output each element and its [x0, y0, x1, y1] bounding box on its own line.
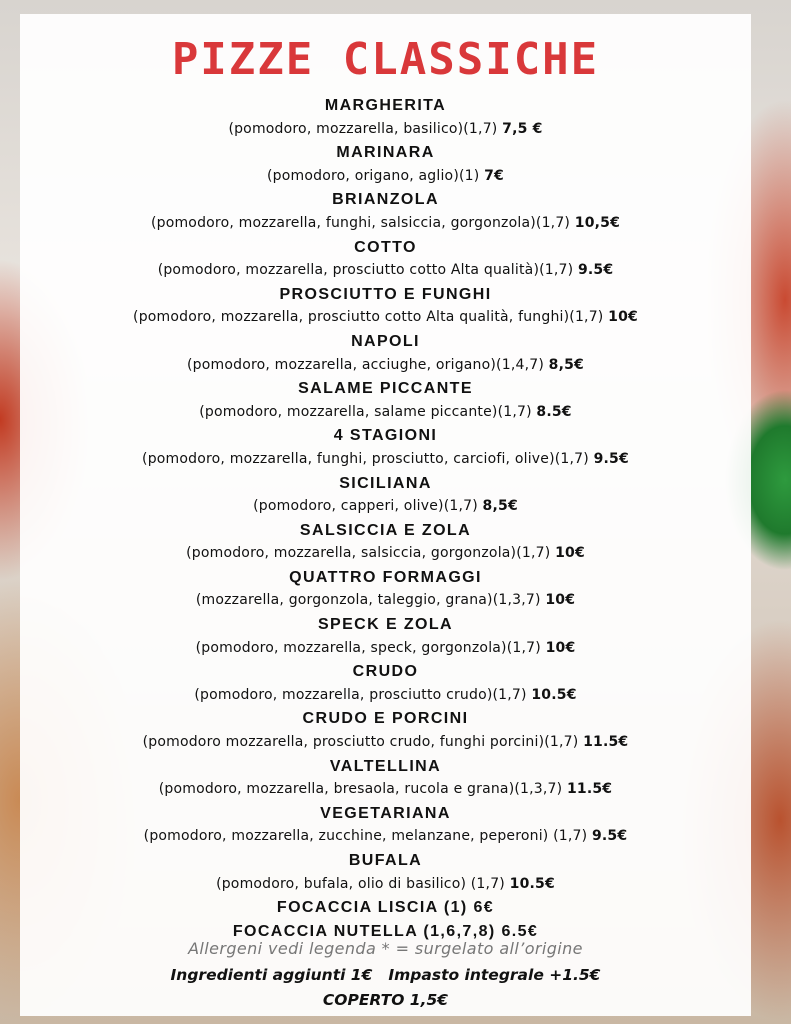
menu-item: [20, 236, 751, 283]
pizza-description: [20, 778, 751, 802]
ingredients: (pomodoro, mozzarella, prosciutto cotto Alta qualità)(1,7): [157, 262, 578, 279]
ingredients: (pomodoro, mozzarella, zucchine, melanzane, peperoni) (1,7): [143, 828, 592, 845]
added-ingredients-note: Ingredienti aggiunti 1€: [170, 966, 373, 984]
ingredients: (pomodoro, bufala, olio di basilico) (1,7): [216, 875, 510, 892]
price: 11.5€: [583, 734, 629, 751]
allergens-note: Allergeni vedi legenda * = surgelato all’origine: [188, 939, 583, 958]
pizza-description: [20, 448, 751, 472]
menu-item: [20, 802, 751, 849]
pizza-description: [20, 873, 751, 897]
menu-item: [20, 94, 751, 141]
pizza-description: [20, 542, 751, 566]
price: 10€: [555, 545, 585, 562]
price: 10€: [545, 639, 576, 656]
pizza-name: NAPOLI: [351, 332, 420, 350]
ingredients: (pomodoro, origano, aglio)(1): [267, 167, 485, 184]
price: 10.5€: [509, 875, 555, 892]
pizza-name: SPECK E ZOLA: [317, 616, 454, 634]
price: 8,5€: [548, 356, 584, 373]
pizza-name: PROSCIUTTO E FUNGHI: [279, 285, 492, 303]
menu-card: [20, 14, 751, 1016]
ingredients: (pomodoro, mozzarella, funghi, prosciutto, carciofi, olive)(1,7): [142, 450, 594, 467]
pizza-name: MARGHERITA: [324, 97, 447, 114]
price: 9.5€: [577, 262, 614, 279]
price: 7,5 €: [502, 120, 543, 137]
pizza-name: SALSICCIA E ZOLA: [299, 521, 472, 539]
pizza-description: [20, 401, 751, 425]
menu-item: [20, 755, 751, 802]
ingredients: (pomodoro, mozzarella, basilico)(1,7): [228, 120, 503, 137]
menu-item: [20, 613, 751, 660]
menu-item: [20, 707, 751, 754]
wholegrain-dough-note: Impasto integrale +1.5€: [388, 966, 601, 984]
pizza-description: [20, 165, 751, 189]
menu-footer: [20, 936, 751, 1012]
cover-charge: COPERTO 1,5€: [322, 991, 449, 1009]
ingredients: (pomodoro, mozzarella, salsiccia, gorgonzola)(1,7): [186, 545, 556, 562]
menu-item: [20, 472, 751, 519]
pizza-description: [20, 118, 751, 142]
ingredients: (pomodoro mozzarella, prosciutto crudo, funghi porcini)(1,7): [142, 734, 584, 751]
pizza-description: [20, 306, 751, 330]
ingredients: (pomodoro, mozzarella, acciughe, origano)(1,4,7): [186, 356, 549, 373]
pizza-description: [20, 684, 751, 708]
price: 10.5€: [531, 686, 577, 703]
pizza-description: [20, 354, 751, 378]
menu-item: [20, 660, 751, 707]
pizza-description: [20, 212, 751, 236]
price: 7€: [484, 167, 504, 184]
pizza-name: BRIANZOLA: [332, 191, 439, 209]
focaccia-nutella: FOCACCIA NUTELLA (1,6,7,8) 6.5€: [232, 922, 539, 940]
pizza-name: VALTELLINA: [329, 757, 442, 775]
menu-item: [20, 188, 751, 235]
price: 11.5€: [566, 781, 613, 798]
pizza-name: SICILIANA: [339, 474, 432, 492]
pizza-name: SALAME PICCANTE: [298, 380, 473, 398]
price: 8,5€: [482, 498, 518, 515]
ingredients: (pomodoro, mozzarella, salame piccante)(1,7): [199, 403, 537, 420]
pizza-name: CRUDO E PORCINI: [302, 710, 469, 728]
menu-item: [20, 141, 751, 188]
price: 9.5€: [591, 828, 628, 845]
ingredients: (pomodoro, mozzarella, funghi, salsiccia, gorgonzola)(1,7): [150, 214, 575, 231]
ingredients: (pomodoro, mozzarella, prosciutto cotto Alta qualità, funghi)(1,7): [133, 309, 609, 326]
menu-item: [20, 283, 751, 330]
pizza-name: COTTO: [354, 238, 417, 256]
ingredients: (pomodoro, mozzarella, speck, gorgonzola)(1,7): [195, 639, 546, 656]
pizza-name: CRUDO: [352, 663, 419, 681]
menu-item: [20, 566, 751, 613]
price: 10€: [545, 592, 576, 609]
ingredients: (mozzarella, gorgonzola, taleggio, grana)(1,3,7): [195, 592, 546, 609]
pizza-name: QUATTRO FORMAGGI: [289, 568, 482, 586]
ingredients: (pomodoro, mozzarella, prosciutto crudo)(1,7): [194, 686, 532, 703]
pizza-description: [20, 825, 751, 849]
menu-item: [20, 424, 751, 471]
menu-item: [20, 330, 751, 377]
price: 10,5€: [574, 214, 621, 231]
pizza-name: VEGETARIANA: [320, 804, 451, 822]
menu-item: [20, 519, 751, 566]
pizza-name: 4 STAGIONI: [333, 427, 438, 445]
pizza-list: [20, 94, 751, 943]
pizza-description: [20, 589, 751, 613]
pizza-description: [20, 637, 751, 661]
focaccia-liscia: FOCACCIA LISCIA (1) 6€: [276, 899, 495, 917]
ingredients: (pomodoro, capperi, olive)(1,7): [253, 498, 483, 515]
menu-item: [20, 849, 751, 896]
pizza-description: [20, 731, 751, 755]
pizza-description: [20, 259, 751, 283]
extra-charges: [20, 962, 751, 988]
menu-item: [20, 377, 751, 424]
price: 8.5€: [536, 403, 572, 420]
price: 10€: [608, 309, 638, 326]
pizza-name: BUFALA: [348, 852, 423, 869]
pizza-description: [20, 495, 751, 519]
menu-title: PIZZE CLASSICHE: [171, 34, 600, 85]
price: 9.5€: [593, 450, 629, 467]
ingredients: (pomodoro, mozzarella, bresaola, rucola e grana)(1,3,7): [158, 781, 567, 798]
pizza-name: MARINARA: [336, 144, 435, 162]
